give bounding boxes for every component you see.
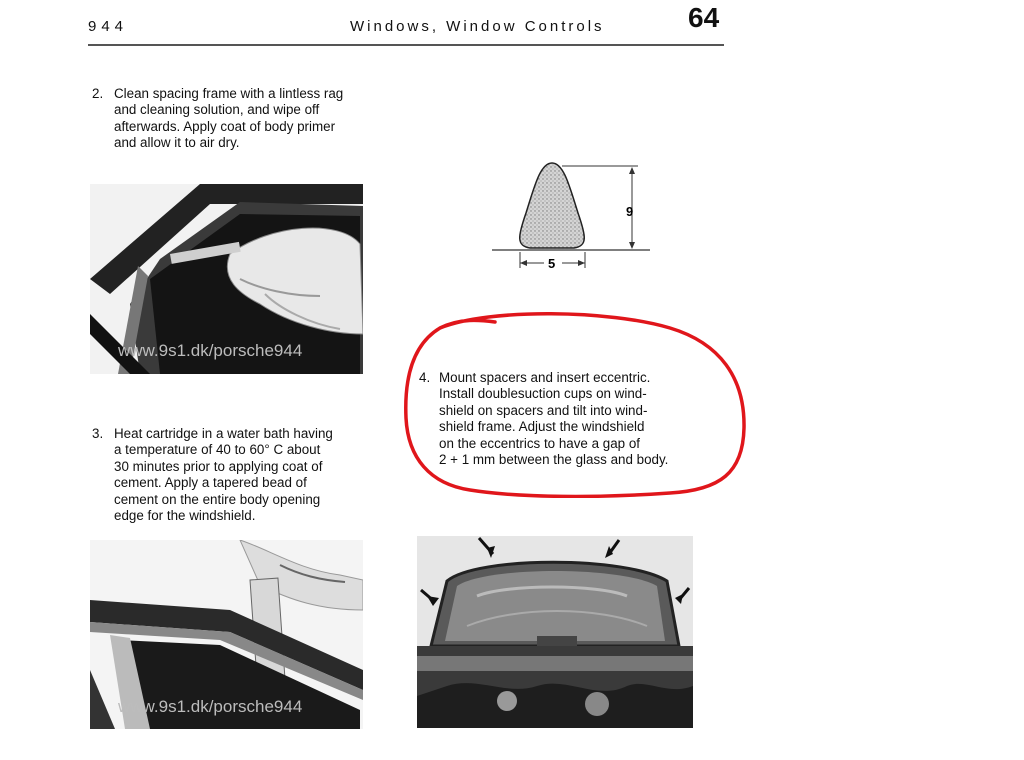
photo-watermark: www.9s1.dk/porsche944 (118, 341, 303, 360)
header-rule (88, 44, 724, 46)
step-line: a temperature of 40 to 60° C about (114, 442, 321, 458)
step-line: edge for the windshield. (114, 508, 256, 524)
photo-cleaning-frame (90, 184, 363, 374)
step-line: shield frame. Adjust the windshield (439, 419, 645, 435)
step-line: Install doublesuction cups on wind- (439, 386, 647, 402)
step-line: afterwards. Apply coat of body primer (114, 118, 336, 134)
bead-profile-diagram (490, 158, 660, 273)
photo-applying-cement (90, 540, 363, 729)
header-model: 944 (88, 18, 129, 35)
step-line: and cleaning solution, and wipe off (114, 102, 320, 118)
step-3 (92, 426, 367, 524)
step-line: shield on spacers and tilt into wind- (439, 402, 648, 418)
step-line: cement. Apply a tapered bead of (114, 475, 307, 491)
step-line: on the eccentrics to have a gap of (439, 435, 640, 451)
step-line: 2 + 1 mm between the glass and body. (439, 452, 669, 468)
step-line: Mount spacers and insert eccentric. (439, 370, 651, 385)
step-4 (419, 370, 719, 468)
height-dimension-label: 9 (626, 204, 634, 219)
step-line: Heat cartridge in a water bath having (114, 426, 333, 441)
photo-watermark: www.9s1.dk/porsche944 (118, 697, 303, 716)
step-2 (92, 86, 367, 152)
header-title: Windows, Window Controls (350, 18, 605, 35)
step-line: cement on the entire body opening (114, 491, 321, 507)
page-number: 64 (688, 2, 720, 33)
step-line: 30 minutes prior to applying coat of (114, 458, 323, 474)
step-line: and allow it to air dry. (114, 135, 240, 151)
step-number: 4. (419, 370, 431, 385)
width-dimension-label: 5 (548, 256, 556, 271)
step-line: Clean spacing frame with a lintless rag (114, 86, 344, 101)
step-number: 3. (92, 426, 104, 441)
step-number: 2. (92, 86, 104, 101)
photo-windshield-installed (417, 536, 693, 728)
